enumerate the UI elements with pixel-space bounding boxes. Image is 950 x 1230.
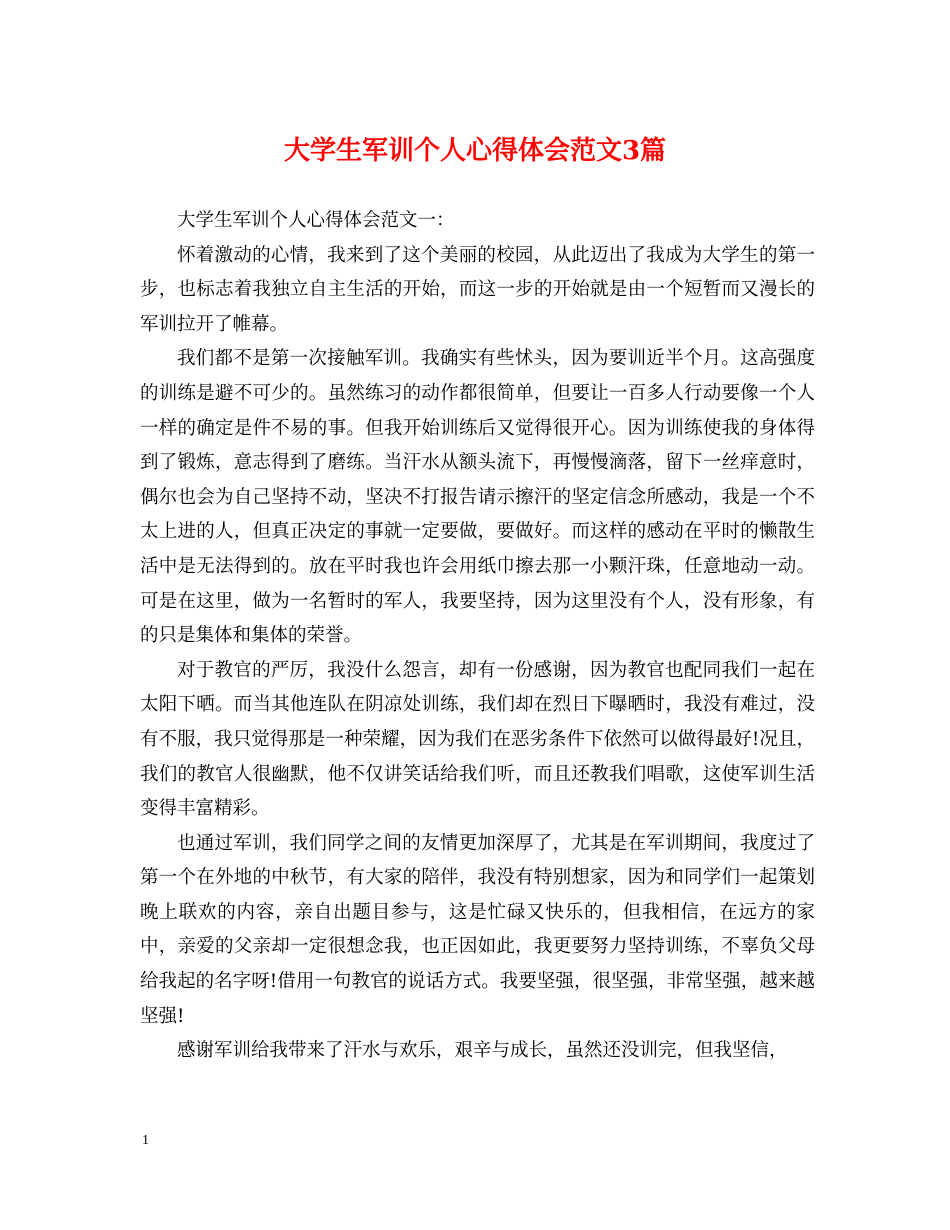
paragraph-heading: 大学生军训个人心得体会范文一： bbox=[177, 210, 455, 231]
paragraph: 感谢军训给我带来了汗水与欢乐，艰辛与成长，虽然还没训完，但我坚信， bbox=[177, 1040, 788, 1062]
page-number: 1 bbox=[142, 1133, 149, 1148]
document-title: 大学生军训个人心得体会范文3篇 bbox=[283, 136, 667, 166]
document-body bbox=[140, 204, 815, 1069]
paragraph: 也通过军训，我们同学之间的友情更加深厚了，尤其是在军训期间，我度过了第一个在外地的中秋节，有大家的陪伴，我没有特别想家，因为和同学们一起策划晚上联欢的内容，亲自出题目参与，这是忙碌又快乐的，但我相信，在远方的家中，亲爱的父亲却一定很想念我，也正因如此，我更要努力坚持训练，不辜负父母给我起的名字呀!借用一句教官的说话方式。我要坚强，很坚强，非常坚强，越来越坚强! bbox=[140, 832, 815, 1027]
paragraph: 我们都不是第一次接触军训。我确实有些怵头，因为要训近半个月。这高强度的训练是避不可少的。虽然练习的动作都很简单，但要让一百多人行动要像一个人一样的确定是件不易的事。但我开始训练后又觉得很开心。因为训练使我的身体得到了锻炼，意志得到了磨练。当汗水从额头流下，再慢慢滴落，留下一丝痒意时，偶尔也会为自己坚持不动，坚决不打报告请示擦汗的坚定信念所感动，我是一个不太上进的人，但真正决定的事就一定要做，要做好。而这样的感动在平时的懒散生活中是无法得到的。放在平时我也许会用纸巾擦去那一小颗汗珠，任意地动一动。可是在这里，做为一名暂时的军人，我要坚持，因为这里没有个人，没有形象，有的只是集体和集体的荣誉。 bbox=[140, 348, 815, 647]
paragraph: 怀着激动的心情，我来到了这个美丽的校园，从此迈出了我成为大学生的第一步，也标志着我独立自主生活的开始，而这一步的开始就是由一个短暂而又漫长的军训拉开了帷幕。 bbox=[140, 244, 815, 335]
paragraph: 对于教官的严厉，我没什么怨言，却有一份感谢，因为教官也配同我们一起在太阳下晒。而当其他连队在阴凉处训练，我们却在烈日下曝晒时，我没有难过，没有不服，我只觉得那是一种荣耀，因为我们在恶劣条件下依然可以做得最好!况且，我们的教官人很幽默，他不仅讲笑话给我们听，而且还教我们唱歌，这使军训生活变得丰富精彩。 bbox=[140, 659, 815, 820]
